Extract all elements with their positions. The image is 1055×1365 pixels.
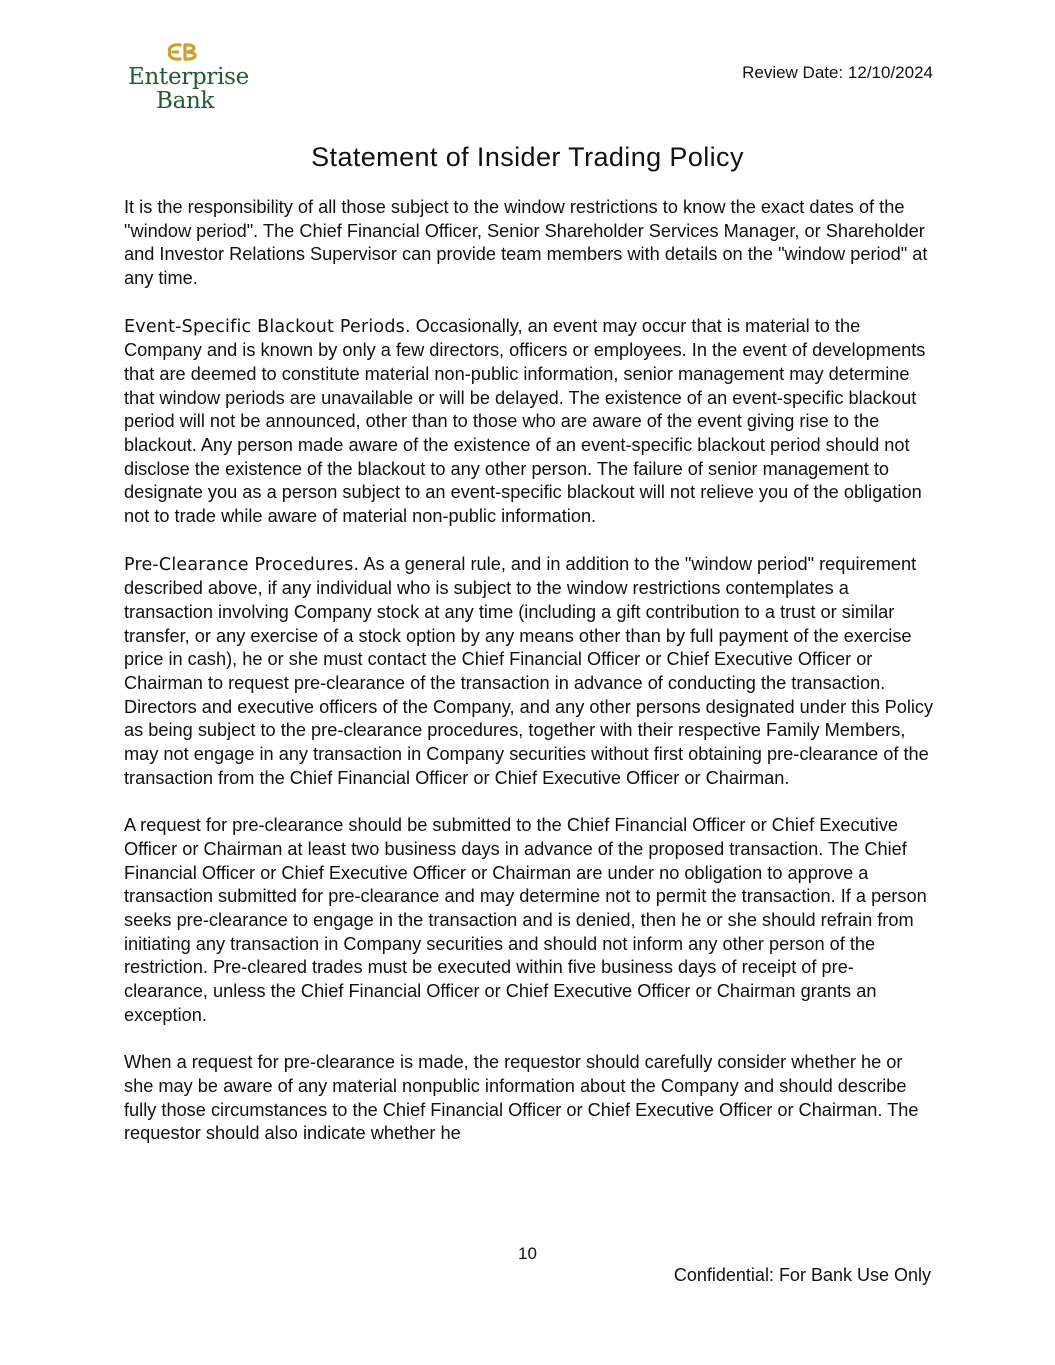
review-date: Review Date: 12/10/2024: [742, 63, 933, 82]
document-body: [124, 196, 936, 1170]
paragraph-text: It is the responsibility of all those subject to the window restrictions to know the exact dates of the "window period". The Chief Financial Officer, Senior Shareholder Services Manager, or Shareholder and Investor Relations Supervisor can provide team members with details on the "window period" at any time.: [124, 197, 928, 289]
page-title: Statement of Insider Trading Policy: [311, 142, 744, 172]
paragraph-requestor-consideration: [124, 1051, 936, 1146]
bank-logo: [126, 42, 249, 114]
paragraph-text: A request for pre-clearance should be submitted to the Chief Financial Officer or Chief Executive Officer or Chairman at least two business days in advance of the proposed transaction. The Chief Financial Officer or Chief Executive Officer or Chairman are under no obligation to approve a transaction submitted for pre-clearance and may determine not to permit the transaction. If a person seeks pre-clearance to engage in the transaction and is denied, then he or she should refrain from initiating any transaction in Company securities and should not inform any other person of the restriction. Pre-cleared trades must be executed within five business days of receipt of pre-clearance, unless the Chief Financial Officer or Chief Executive Officer or Chairman grants an exception.: [124, 815, 927, 1025]
section-heading-pre-clearance: Pre-Clearance Procedures.: [124, 554, 360, 575]
paragraph-window-period: [124, 196, 936, 291]
enterprise-bank-mark-icon: [166, 42, 200, 62]
paragraph-pre-clearance-procedures: [124, 553, 936, 791]
page-number: 10: [518, 1244, 537, 1263]
section-heading-blackout: Event-Specific Blackout Periods.: [124, 316, 411, 337]
paragraph-text: Occasionally, an event may occur that is material to the Company and is known by only a few directors, officers or employees. In the event of developments that are deemed to constitute material non-public information, senior management may determine that window periods are unavailable or will be delayed. The existence of an event-specific blackout period will not be announced, other than to those who are aware of the event giving rise to the blackout. Any person made aware of the existence of an event-specific blackout period should not disclose the existence of the blackout to any other person. The failure of senior management to designate you as a person subject to an event-specific blackout will not relieve you of the obligation not to trade while aware of material non-public information.: [124, 315, 926, 527]
logo-text-line1: Enterprise: [128, 64, 249, 90]
paragraph-text: When a request for pre-clearance is made, the requestor should carefully consider whether he or she may be aware of any material nonpublic information about the Company and should describe fully those circumstances to the Chief Financial Officer or Chief Executive Officer or Chairman. The requestor should also indicate whether he: [124, 1052, 919, 1144]
confidential-footer: Confidential: For Bank Use Only: [673, 1265, 931, 1285]
paragraph-event-specific-blackout: [124, 315, 936, 529]
paragraph-text: As a general rule, and in addition to the "window period" requirement described above, if any individual who is subject to the window restrictions contemplates a transaction involving Company stock at any time (including a gift contribution to a trust or similar transfer, or any exercise of a stock option by any means other than by full payment of the exercise price in cash), he or she must contact the Chief Financial Officer or Chief Executive Officer or Chairman to request pre-clearance of the transaction in advance of conducting the transaction. Directors and executive officers of the Company, and any other persons designated under this Policy as being subject to the pre-clearance procedures, together with their respective Family Members, may not engage in any transaction in Company securities without first obtaining pre-clearance of the transaction from the Chief Financial Officer or Chief Executive Officer or Chairman.: [124, 553, 934, 788]
logo-text-line2: Bank: [156, 88, 215, 114]
paragraph-pre-clearance-request: [124, 814, 936, 1027]
